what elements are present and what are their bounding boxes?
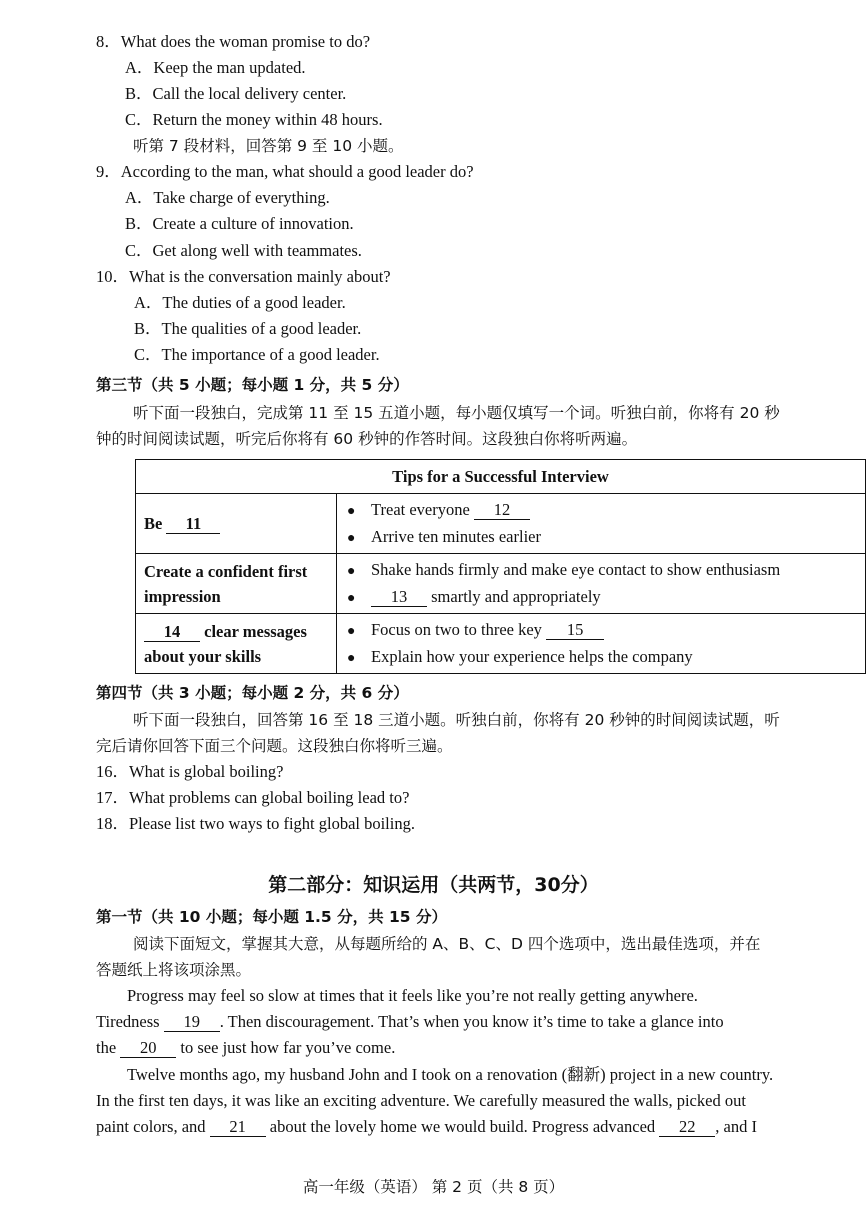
bullet-icon: ● <box>347 590 356 606</box>
q10-option-c: C．The importance of a good leader. <box>134 345 380 364</box>
page-footer: 高一年级（英语） 第 2 页（共 8 页） <box>302 1178 565 1196</box>
passage-text: about the lovely home we would build. Progress advanced <box>269 1117 656 1136</box>
tip-row-2-line2: impression <box>144 586 221 606</box>
passage-text: . Then discouragement. That’s when you know it’s time to take a glance into <box>219 1012 724 1031</box>
q8-option-a: A．Keep the man updated. <box>125 58 306 77</box>
q18: 18．Please list two ways to fight global boiling. <box>96 814 415 833</box>
tip-row-1-text: Be <box>144 514 163 533</box>
bullet-icon: ● <box>347 503 356 519</box>
tip-row-1-details <box>337 494 866 554</box>
bullet-icon: ● <box>347 623 356 639</box>
part2-instruction-line2: 答题纸上将该项涂黑。 <box>96 961 252 979</box>
q8-option-c: C．Return the money within 48 hours. <box>125 110 383 129</box>
section3-heading: 第三节（共 5 小题；每小题 1 分，共 5 分） <box>96 376 409 394</box>
tip-row-2-label <box>136 554 337 614</box>
tip-row-3-line1: clear messages <box>204 621 307 641</box>
blank-20: 20 <box>120 1039 176 1058</box>
instruction-section7: 听第 7 段材料，回答第 9 至 10 小题。 <box>133 137 404 155</box>
passage-text: the <box>96 1038 117 1057</box>
tip-2-bullet-1: Shake hands firmly and make eye contact to show enthusiasm <box>371 559 781 579</box>
q9-stem: 9．According to the man, what should a good leader do? <box>96 162 474 181</box>
section4-heading: 第四节（共 3 小题；每小题 2 分，共 6 分） <box>96 684 409 702</box>
bullet-icon: ● <box>347 563 356 579</box>
passage-p1-line1: Progress may feel so slow at times that it feels like you’re not really getting anywhere. <box>127 986 698 1005</box>
q9-option-a: A．Take charge of everything. <box>125 188 330 207</box>
section3-instruction-line2: 钟的时间阅读试题，听完后你将有 60 秒钟的作答时间。这段独白你将听两遍。 <box>96 430 638 448</box>
passage-text: , and I <box>715 1117 757 1136</box>
tip-row-2-line1: Create a confident first <box>144 561 308 581</box>
section4-instruction-line1: 听下面一段独白，回答第 16 至 18 三道小题。听独白前，你将有 20 秒钟的时间阅读试题，听 <box>133 711 780 729</box>
bullet-icon: ● <box>347 650 356 666</box>
passage-p1-line3 <box>96 1037 395 1059</box>
tip-row-3-details <box>337 614 866 674</box>
passage-text: paint colors, and <box>96 1117 206 1136</box>
bullet-icon: ● <box>347 530 356 546</box>
tip-1-bullet-2: Arrive ten minutes earlier <box>371 526 541 546</box>
blank-21: 21 <box>210 1118 266 1137</box>
part2-section1-heading: 第一节（共 10 小题；每小题 1.5 分，共 15 分） <box>96 908 447 926</box>
blank-15: 15 <box>546 621 604 640</box>
q17: 17．What problems can global boiling lead to? <box>96 788 410 807</box>
blank-12: 12 <box>474 501 530 520</box>
blank-19: 19 <box>164 1013 220 1032</box>
part2-title: 第二部分：知识运用（共两节，30分） <box>268 874 599 896</box>
blank-11: 11 <box>166 515 220 534</box>
blank-22: 22 <box>659 1118 715 1137</box>
q9-option-c: C．Get along well with teammates. <box>125 241 362 260</box>
q8-option-b: B．Call the local delivery center. <box>125 84 347 103</box>
tip-row-1-label <box>136 494 337 554</box>
tip-row-3-line2: about your skills <box>144 646 262 666</box>
passage-p2-line2: In the first ten days, it was like an exciting adventure. We carefully measured the walls, picked out <box>96 1091 746 1110</box>
part2-instruction-line1: 阅读下面短文，掌握其大意，从每题所给的 A、B、C、D 四个选项中，选出最佳选项，并在 <box>133 935 761 953</box>
table-title: Tips for a Successful Interview <box>136 460 866 494</box>
blank-14: 14 <box>144 623 200 642</box>
tip-row-2-details <box>337 554 866 614</box>
tip-3-bullet-1: Focus on two to three key <box>371 619 542 639</box>
q10-option-b: B．The qualities of a good leader. <box>134 319 362 338</box>
passage-text: to see just how far you’ve come. <box>180 1038 396 1057</box>
q8-stem: 8．What does the woman promise to do? <box>96 32 371 51</box>
q10-stem: 10．What is the conversation mainly about? <box>96 267 391 286</box>
passage-p2-line1: Twelve months ago, my husband John and I took on a renovation (翻新) project in a new country. <box>127 1065 774 1084</box>
q10-option-a: A．The duties of a good leader. <box>134 293 346 312</box>
blank-13: 13 <box>371 588 427 607</box>
tip-row-3-label <box>136 614 337 674</box>
passage-p1-line2 <box>96 1011 724 1033</box>
interview-tips-table <box>135 459 866 674</box>
tip-3-bullet-2: Explain how your experience helps the company <box>371 646 693 666</box>
tip-1-bullet-1: Treat everyone <box>371 499 470 519</box>
passage-p2-line3 <box>96 1116 757 1138</box>
section4-instruction-line2: 完后请你回答下面三个问题。这段独白你将听三遍。 <box>96 737 453 755</box>
section3-instruction-line1: 听下面一段独白，完成第 11 至 15 五道小题，每小题仅填写一个词。听独白前，你将有 20 秒 <box>133 404 780 422</box>
tip-2-bullet-2: smartly and appropriately <box>431 586 601 606</box>
q16: 16．What is global boiling? <box>96 762 284 781</box>
q9-option-b: B．Create a culture of innovation. <box>125 214 354 233</box>
passage-text: Tiredness <box>96 1012 160 1031</box>
